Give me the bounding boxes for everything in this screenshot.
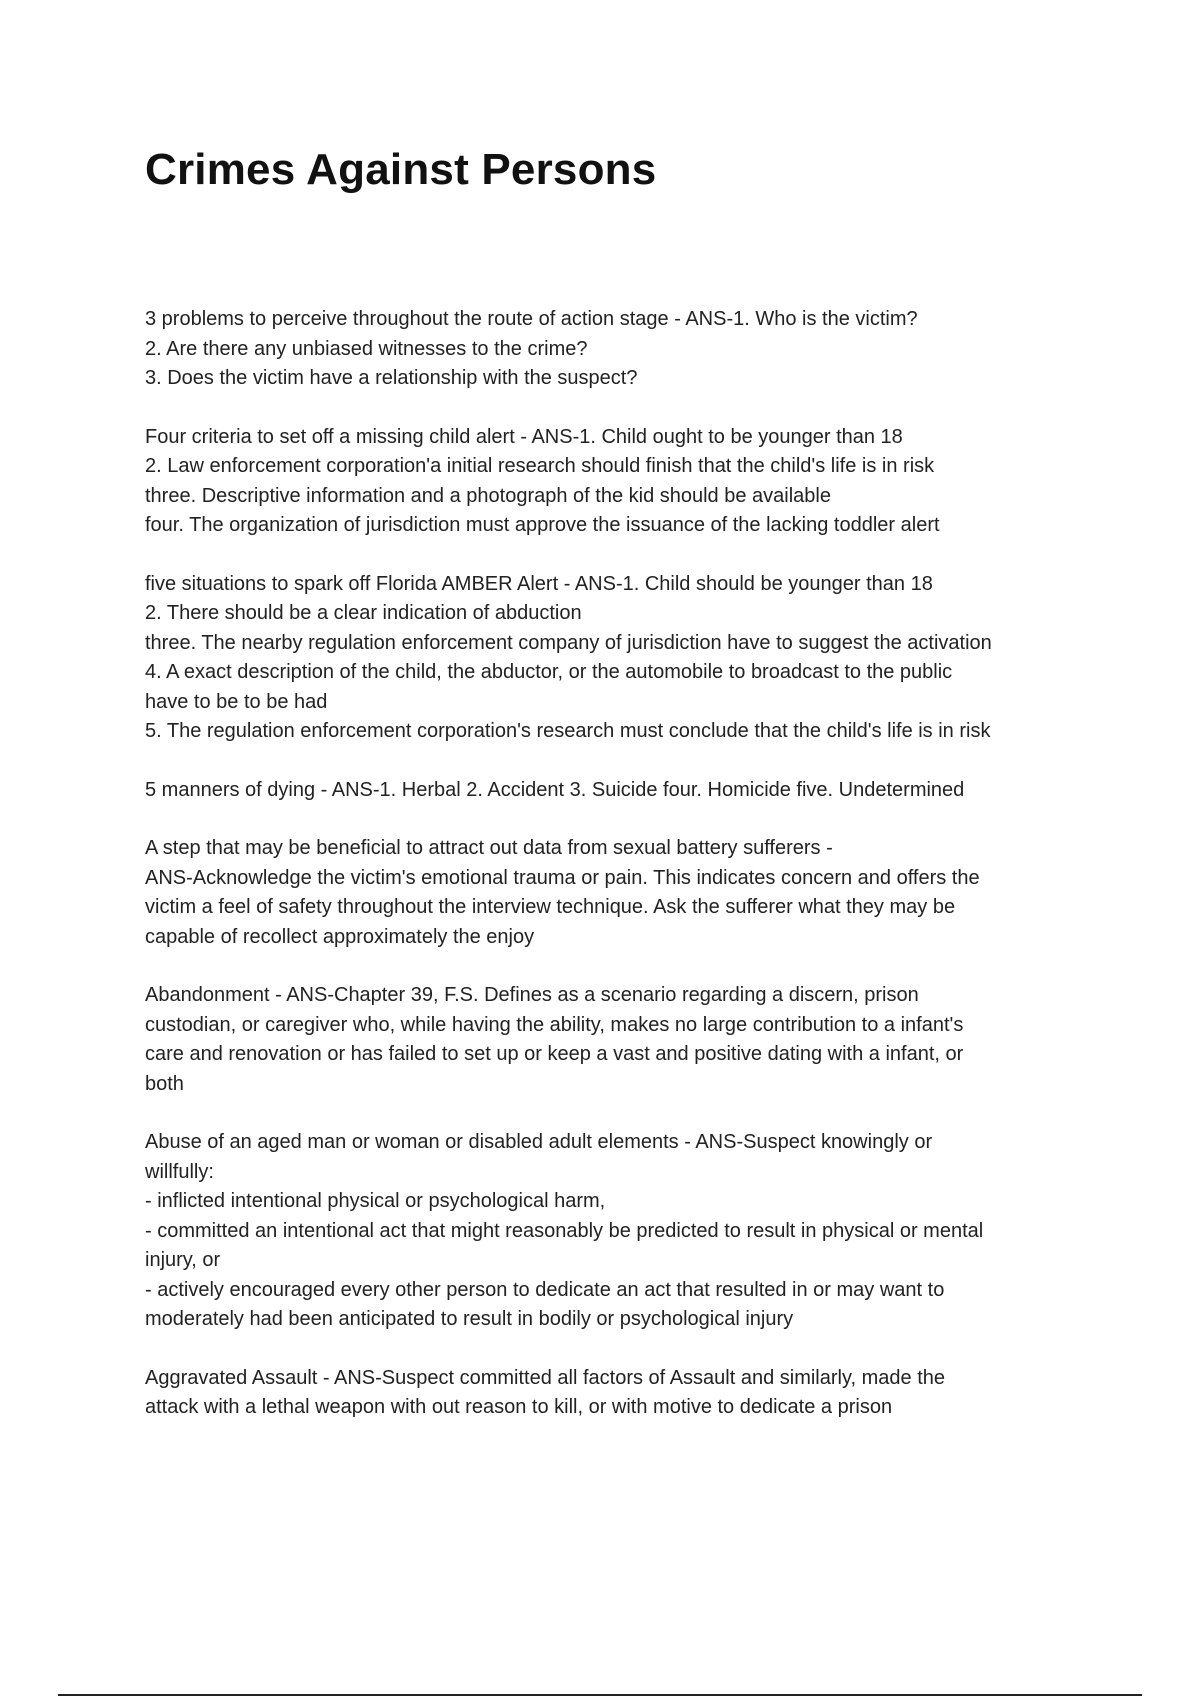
- entry-line: four. The organization of jurisdiction must approve the issuance of the lacking toddler alert: [145, 514, 940, 536]
- entry-amber-alert-situations: [145, 570, 1095, 747]
- entry-line: - committed an intentional act that might reasonably be predicted to result in physical or mental: [145, 1219, 984, 1242]
- entry-missing-child-alert-criteria: [145, 423, 1095, 541]
- footer-divider: [58, 1694, 1142, 1696]
- entry-line: ANS-Acknowledge the victim's emotional trauma or pain. This indicates concern and offers the: [145, 866, 980, 889]
- entry-line: willfully:: [145, 1160, 214, 1183]
- entry-line: - inflicted intentional physical or psychological harm,: [145, 1190, 606, 1212]
- entry-line: attack with a lethal weapon with out reason to kill, or with motive to dedicate a prison: [145, 1396, 893, 1418]
- document-body: [145, 305, 1095, 1452]
- entry-line: moderately had been anticipated to result in bodily or psychological injury: [145, 1308, 794, 1330]
- entry-line: 2. Are there any unbiased witnesses to the crime?: [145, 337, 588, 360]
- entry-line: 3. Does the victim have a relationship with the suspect?: [145, 367, 638, 389]
- entry-abuse-of-elderly: [145, 1128, 1095, 1335]
- entry-line: Aggravated Assault - ANS-Suspect committed all factors of Assault and similarly, made the: [145, 1366, 945, 1389]
- entry-aggravated-assault: [145, 1364, 1095, 1423]
- entry-line: Abuse of an aged man or woman or disabled adult elements - ANS-Suspect knowingly or: [145, 1131, 933, 1153]
- entry-line: Four criteria to set off a missing child alert - ANS-1. Child ought to be younger than 18: [145, 425, 903, 448]
- entry-line: - actively encouraged every other person to dedicate an act that resulted in or may want to: [145, 1278, 945, 1301]
- entry-line: A step that may be beneficial to attract out data from sexual battery sufferers -: [145, 837, 833, 859]
- entry-manners-of-dying: [145, 776, 1095, 806]
- entry-line: 5 manners of dying - ANS-1. Herbal 2. Accident 3. Suicide four. Homicide five. Undetermined: [145, 778, 965, 801]
- entry-line: 3 problems to perceive throughout the route of action stage - ANS-1. Who is the victim?: [145, 308, 918, 330]
- entry-line: custodian, or caregiver who, while having the ability, makes no large contribution to a infant's: [145, 1013, 964, 1036]
- entry-line: both: [145, 1072, 184, 1095]
- entry-line: five situations to spark off Florida AMBER Alert - ANS-1. Child should be younger than 18: [145, 572, 933, 595]
- entry-sexual-battery-interview-step: [145, 834, 1095, 952]
- entry-line: capable of recollect approximately the enjoy: [145, 925, 535, 948]
- entry-line: 2. Law enforcement corporation'a initial research should finish that the child's life is in risk: [145, 455, 935, 477]
- entry-line: 4. A exact description of the child, the abductor, or the automobile to broadcast to the public: [145, 661, 953, 683]
- entry-route-of-action-problems: [145, 305, 1095, 394]
- entry-line: victim a feel of safety throughout the interview technique. Ask the sufferer what they may be: [145, 896, 956, 918]
- entry-abandonment: [145, 981, 1095, 1099]
- entry-line: 5. The regulation enforcement corporation's research must conclude that the child's life is in risk: [145, 720, 991, 742]
- entry-line: Abandonment - ANS-Chapter 39, F.S. Defines as a scenario regarding a discern, prison: [145, 984, 919, 1006]
- entry-line: injury, or: [145, 1249, 221, 1271]
- entry-line: three. The nearby regulation enforcement company of jurisdiction have to suggest the activation: [145, 631, 992, 654]
- page-title: Crimes Against Persons: [145, 145, 657, 194]
- entry-line: three. Descriptive information and a photograph of the kid should be available: [145, 484, 831, 507]
- entry-line: care and renovation or has failed to set up or keep a vast and positive dating with a infant, or: [145, 1043, 964, 1065]
- entry-line: 2. There should be a clear indication of abduction: [145, 602, 582, 624]
- entry-line: have to be to be had: [145, 690, 328, 713]
